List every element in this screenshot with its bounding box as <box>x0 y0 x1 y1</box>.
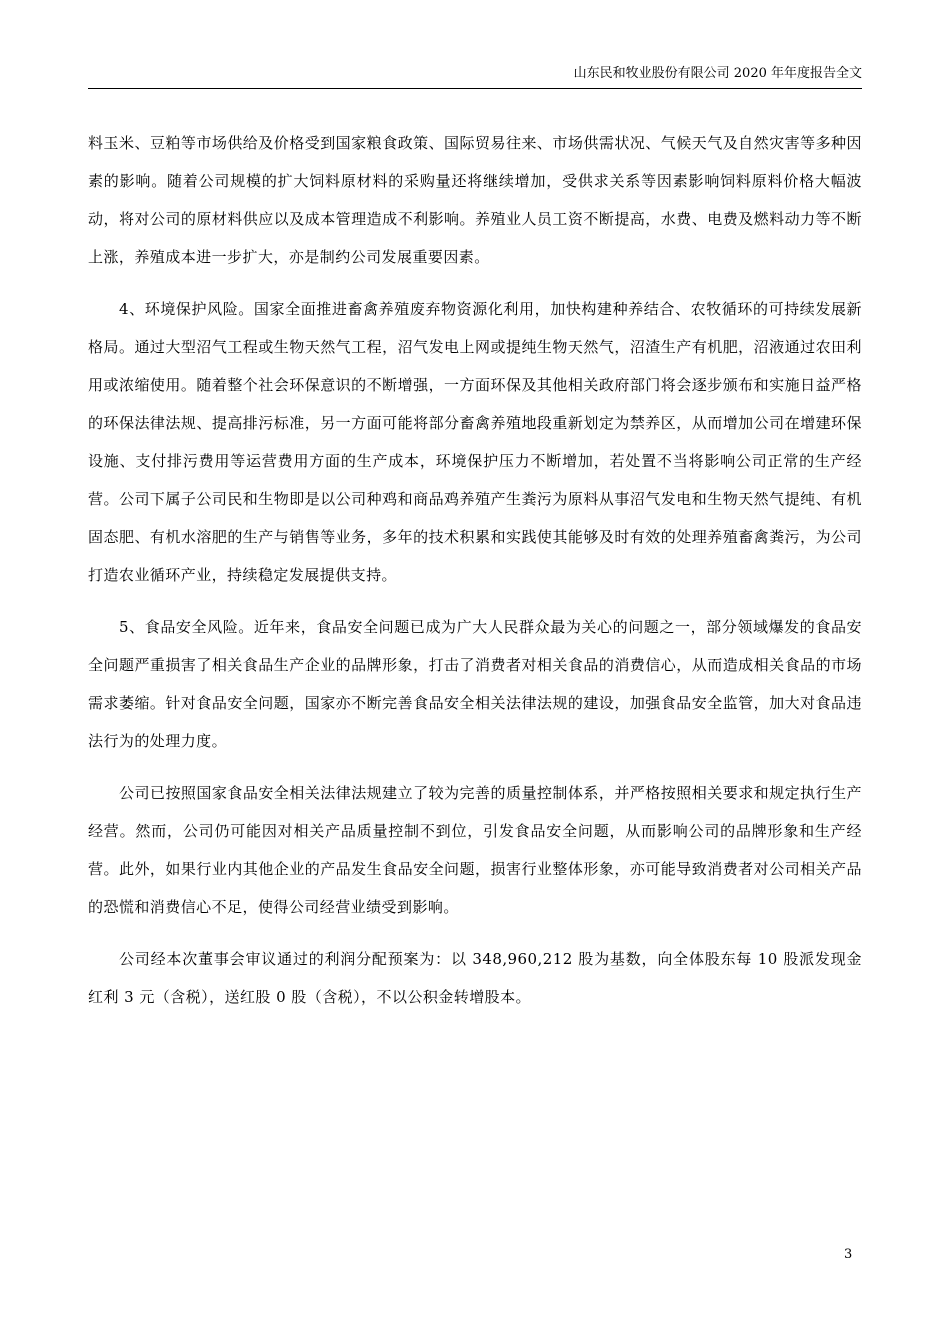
paragraph-profit-distribution: 公司经本次董事会审议通过的利润分配预案为：以 348,960,212 股为基数，向全体股东每 10 股派发现金红利 3 元（含税），送红股 0 股（含税），不以公积金转增股本。 <box>88 950 862 1006</box>
paragraph-raw-material-risk: 料玉米、豆粕等市场供给及价格受到国家粮食政策、国际贸易往来、市场供需状况、气候天气及自然灾害等多种因素的影响。随着公司规模的扩大饲料原材料的采购量还将继续增加，受供求关系等因素影响饲料原料价格大幅波动，将对公司的原材料供应以及成本管理造成不利影响。养殖业人员工资不断提高，水费、电费及燃料动力等不断上涨，养殖成本进一步扩大，亦是制约公司发展重要因素。 <box>88 134 862 266</box>
paragraph-environmental-risk: 4、环境保护风险。国家全面推进畜禽养殖废弃物资源化利用，加快构建种养结合、农牧循环的可持续发展新格局。通过大型沼气工程或生物天然气工程，沼气发电上网或提纯生物天然气，沼渣生产有机肥，沼液通过农田利用或浓缩使用。随着整个社会环保意识的不断增强，一方面环保及其他相关政府部门将会逐步颁布和实施日益严格的环保法律法规、提高排污标准，另一方面可能将部分畜禽养殖地段重新划定为禁养区，从而增加公司在增建环保设施、支付排污费用等运营费用方面的生产成本，环境保护压力不断增加，若处置不当将影响公司正常的生产经营。公司下属子公司民和生物即是以公司种鸡和商品鸡养殖产生粪污为原料从事沼气发电和生物天然气提纯、有机固态肥、有机水溶肥的生产与销售等业务，多年的技术积累和实践使其能够及时有效的处理养殖畜禽粪污，为公司打造农业循环产业，持续稳定发展提供支持。 <box>88 300 862 584</box>
page-number: 3 <box>844 1247 853 1262</box>
page-header <box>88 60 862 89</box>
report-title: 山东民和牧业股份有限公司 2020 年年度报告全文 <box>573 66 862 81</box>
document-body <box>88 124 862 1016</box>
paragraph-quality-control: 公司已按照国家食品安全相关法律法规建立了较为完善的质量控制体系，并严格按照相关要求和规定执行生产经营。然而，公司仍可能因对相关产品质量控制不到位，引发食品安全问题，从而影响公司的品牌形象和生产经营。此外，如果行业内其他企业的产品发生食品安全问题，损害行业整体形象，亦可能导致消费者对公司相关产品的恐慌和消费信心不足，使得公司经营业绩受到影响。 <box>88 784 862 916</box>
paragraph-food-safety-risk: 5、食品安全风险。近年来，食品安全问题已成为广大人民群众最为关心的问题之一，部分领域爆发的食品安全问题严重损害了相关食品生产企业的品牌形象，打击了消费者对相关食品的消费信心，从而造成相关食品的市场需求萎缩。针对食品安全问题，国家亦不断完善食品安全相关法律法规的建设，加强食品安全监管，加大对食品违法行为的处理力度。 <box>88 618 862 750</box>
